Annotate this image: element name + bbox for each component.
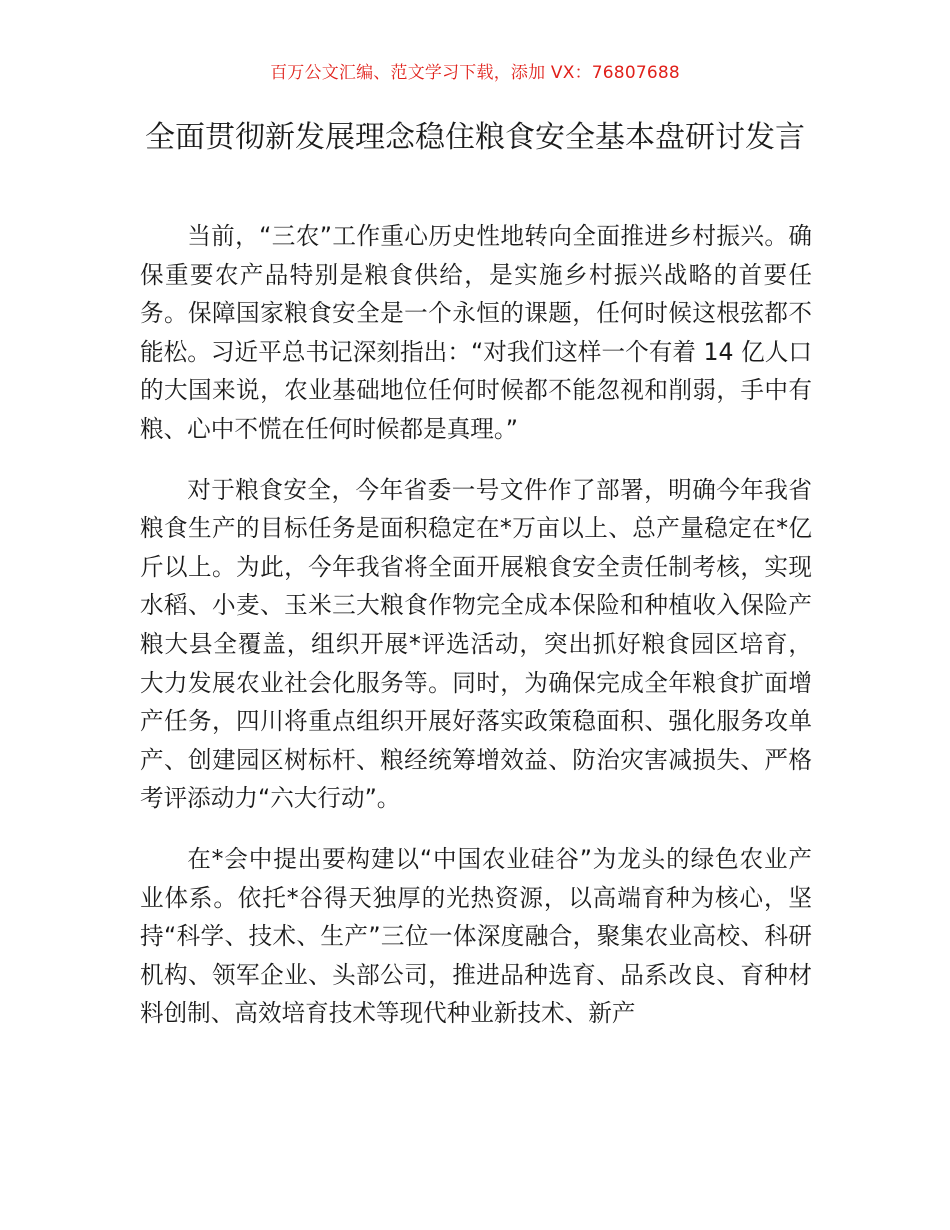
document-title: 全面贯彻新发展理念稳住粮食安全基本盘研讨发言 — [145, 120, 805, 155]
paragraph-2: 对于粮食安全，今年省委一号文件作了部署，明确今年我省粮食生产的目标任务是面积稳定在*万亩以上、总产量稳定在*亿斤以上。为此，今年我省将全面开展粮食安全责任制考核，实现水稻、小麦、玉米三大粮食作物完全成本保险和种植收入保险产粮大县全覆盖，组织开展*评选活动，突出抓好粮食园区培育，大力发展农业社会化服务等。同时，为确保完成全年粮食扩面增产任务，四川将重点组织开展好落实政策稳面积、强化服务攻单产、创建园区树标杆、粮经统筹增效益、防治灾害减损失、严格考评添动力“六大行动”。 — [140, 475, 812, 813]
paragraph-3: 在*会中提出要构建以“中国农业硅谷”为龙头的绿色农业产业体系。依托*谷得天独厚的光热资源，以高端育种为核心，坚持“科学、技术、生产”三位一体深度融合，聚集农业高校、科研机构、领军企业、头部公司，推进品种选育、品系改良、育种材料创制、高效培育技术等现代种业新技术、新产 — [140, 844, 812, 1028]
document-body — [140, 217, 812, 1055]
paragraph-1: 当前，“三农”工作重心历史性地转向全面推进乡村振兴。确保重要农产品特别是粮食供给，是实施乡村振兴战略的首要任务。保障国家粮食安全是一个永恒的课题，任何时候这根弦都不能松。习近平总书记深刻指出：“对我们这样一个有着 14 亿人口的大国来说，农业基础地位任何时候都不能忽视和削弱，手中有粮、心中不慌在任何时候都是真理。” — [140, 222, 812, 443]
header-promo-note: 百万公文汇编、范文学习下载，添加 VX：76807688 — [270, 63, 680, 83]
